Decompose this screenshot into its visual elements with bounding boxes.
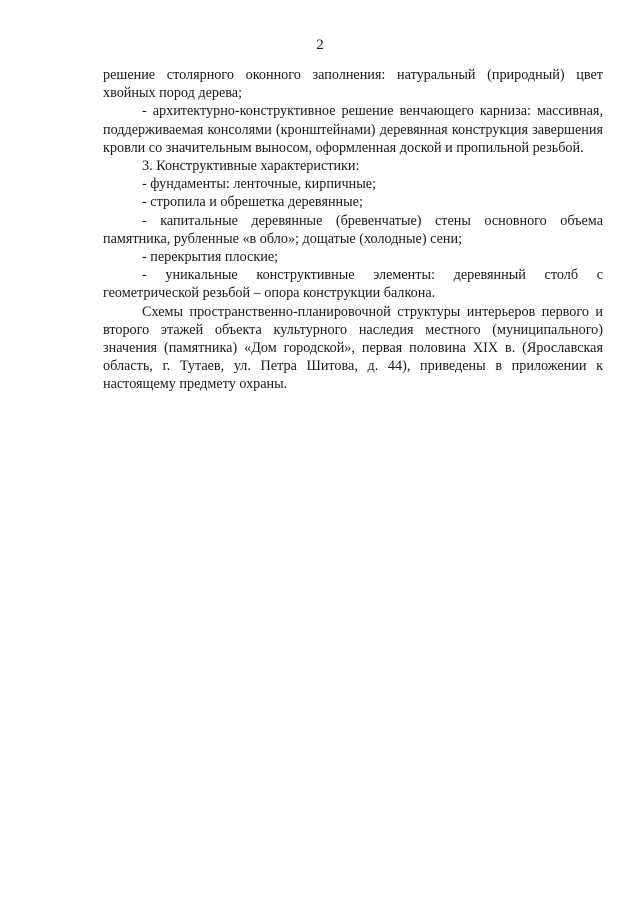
list-item-unique-elements: - уникальные конструктивные элементы: деревянный столб с геометрической резьбой – опора конструкции балкона. <box>103 267 603 302</box>
section-heading-structural: 3. Конструктивные характеристики: <box>142 158 360 175</box>
paragraph-window-color: решение столярного оконного заполнения: натуральный (природный) цвет хвойных пород дерева; <box>103 67 603 102</box>
paragraph-cornice: - архитектурно-конструктивное решение венчающего карниза: массивная, поддерживаемая консолями (кронштейнами) деревянная конструкция завершения кровли со значительным выносом, оформленная доской и пропильной резьбой. <box>103 103 603 156</box>
list-item-rafters: - стропила и обрешетка деревянные; <box>142 194 363 211</box>
paragraph-schemes-appendix: Схемы пространственно-планировочной структуры интерьеров первого и второго этажей объекта культурного наследия местного (муниципального) значения (памятника) «Дом городской», первая половина XIX в. (Ярославская область, г. Тутаев, ул. Петра Шитова, д. 44), приведены в приложении к настоящему предмету охраны. <box>103 303 603 393</box>
page-number: 2 <box>316 37 324 53</box>
document-body <box>103 66 603 394</box>
list-item-walls: - капитальные деревянные (бревенчатые) стены основного объема памятника, рубленные «в обло»; дощатые (холодные) сени; <box>103 212 603 247</box>
list-item-floors: - перекрытия плоские; <box>142 249 279 266</box>
list-item-foundations: - фундаменты: ленточные, кирпичные; <box>142 176 377 193</box>
